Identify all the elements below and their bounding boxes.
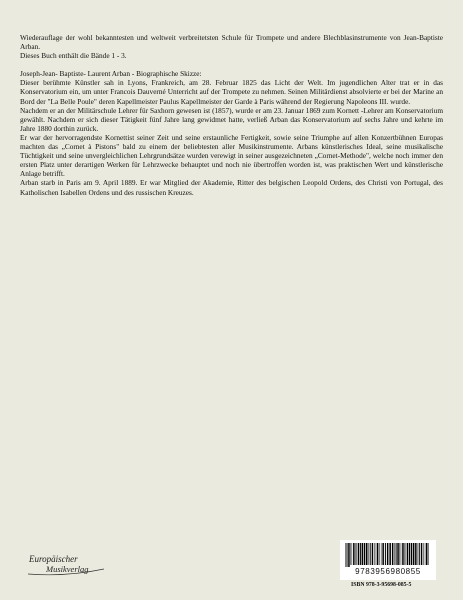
barcode-bar [419, 543, 420, 565]
barcode-bar [389, 543, 391, 565]
barcode-bar [418, 543, 419, 565]
barcode-bar [421, 543, 423, 565]
barcode-bar [345, 543, 346, 567]
barcode-bar [429, 543, 430, 565]
barcode-bar [369, 543, 370, 565]
barcode-bar [358, 543, 360, 565]
barcode-bar [347, 543, 348, 567]
barcode-bar [352, 543, 353, 565]
barcode-bar [413, 543, 415, 565]
description-text [20, 33, 443, 197]
barcode-bar [381, 543, 382, 565]
bio-paragraph-1: Dieser berühmte Künstler sah in Lyons, Frankreich, am 28. Februar 1825 das Licht der Welt. Im jugendlichen Alter trat er in das Konservatorium ein, um unter Francois Dauverné Unterricht auf der Trompete zu nehmen. Seinen Militärdienst absolvierte er bei der Marine an Bord der "La Belle Poule" deren Kapellmeister Paulus Kapellmeister der Garde à Paris während der Regierung Napoleons III. wurde. [20, 78, 443, 106]
barcode-bar [360, 543, 361, 565]
barcode-bar [366, 543, 368, 565]
barcode-bar [426, 543, 428, 565]
barcode-bar [374, 543, 375, 565]
publisher-logo [26, 552, 106, 578]
barcode-bar [355, 543, 356, 565]
barcode-bar [415, 543, 417, 565]
barcode-bar [372, 543, 374, 565]
isbn-number: ISBN 978-3-95698-085-5 [351, 582, 412, 588]
barcode-bar [411, 543, 413, 565]
barcode-bar [379, 543, 380, 565]
barcode-bar [423, 543, 424, 565]
barcode-number: 9783956980855 [355, 567, 421, 576]
barcode-bar [425, 543, 426, 565]
barcode-bar [377, 543, 379, 565]
barcode-bar [387, 543, 389, 565]
barcode-bar [396, 543, 397, 565]
barcode-bar [400, 543, 401, 565]
intro-line-2: Dieses Buch enthält die Bände 1 - 3. [20, 51, 127, 61]
barcode [340, 540, 436, 580]
barcode-bar [370, 543, 371, 565]
barcode-bar [348, 543, 350, 567]
barcode-bar [402, 543, 404, 565]
barcode-bar [392, 543, 394, 565]
intro-line-1: Wiederauflage der wohl bekanntesten und weltweit verbreitetsten Schule für Trompete und andere Blechblasinstrumente von Jean-Baptiste Arban. [20, 33, 443, 52]
barcode-bar [407, 543, 409, 565]
barcode-bar [409, 543, 410, 565]
barcode-bar [404, 543, 405, 565]
publisher-logo-line-2: Musikverlag [46, 564, 89, 574]
publisher-logo-line-1: Europäischer [29, 554, 78, 564]
bio-paragraph-3: Er war der hervorragendste Kornettist seiner Zeit und seine erstaunliche Fertigkeit, sowie seine Triumphe auf allen Konzertbühnen Europas machten das „Cornet à Pistons" bald zu einem der beliebtesten aller Musikinstrumente. Arbans künstlerisches Ideal, seine musikalische Tüchtigkeit und seine unvergleichlichen Lehrgrundsätze wurden verewigt in seiner ausgezeichneten „Cornet-Methode", welche noch immer den ersten Platz unter derartigen Werken für Lehrzwecke behauptet und noch nie übertroffen worden ist, was praktischen Wert und künstlerische Anlage betrifft. [20, 132, 443, 179]
barcode-bar [397, 543, 399, 565]
barcode-bar [350, 543, 351, 565]
bio-paragraph-2: Nachdem er an der Militärschule Lehrer für Saxhorn gewesen ist (1857), wurde er am 23. Januar 1869 zum Kornett -Lehrer am Konservatorium gewählt. Nachdem er sich dieser Tätigkeit fünf Jahre lang gewidmet hatte, verließ Arban das Konservatorium auf sechs Jahre und kehrte im Jahre 1880 dorthin zurück. [20, 105, 443, 133]
barcode-bar [362, 543, 364, 565]
barcode-bars [344, 543, 432, 567]
barcode-bar [394, 543, 395, 565]
barcode-bar [353, 543, 355, 565]
bio-heading: Joseph-Jean- Baptiste- Laurent Arban - Biographische Skizze: [20, 69, 202, 79]
barcode-bar [364, 543, 366, 565]
barcode-bar [385, 543, 386, 565]
barcode-bar [382, 543, 384, 565]
barcode-bar [357, 543, 358, 565]
barcode-bar [406, 543, 407, 565]
spacer [20, 60, 443, 69]
bio-paragraph-4: Arban starb in Paris am 9. April 1889. Er war Mitglied der Akademie, Ritter des belgischen Leopold Ordens, des Christi von Portugal, des Katholischen Isabellen Ordens und des russischen Kreuzes. [20, 178, 443, 197]
barcode-bar [376, 543, 377, 565]
barcode-bar [401, 543, 402, 565]
